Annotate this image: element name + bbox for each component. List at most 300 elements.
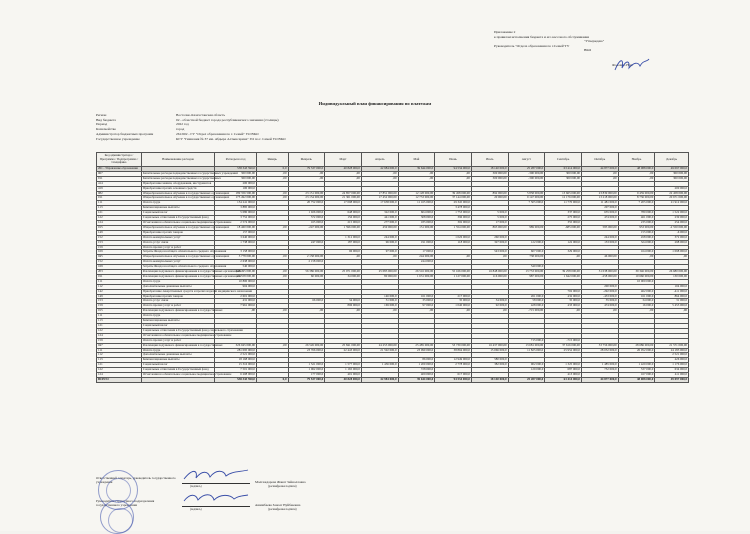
value-cell: -300 000,00 (508, 171, 545, 176)
code-cell: 159 (97, 304, 142, 309)
value-cell: ,00 (361, 255, 398, 260)
code-cell: ВСЕГО (97, 377, 142, 382)
value-cell: 326 945 000,00 (215, 343, 257, 348)
code-cell: 011 (97, 176, 142, 181)
value-cell: 175 492 000,00 (215, 196, 257, 201)
value-cell: 461 000,0 (618, 216, 655, 221)
value-cell: 5 858 000,00 (508, 191, 545, 196)
value-cell: 5 000,0 (471, 211, 508, 216)
value-cell: 863 000,00 (471, 225, 508, 230)
value-cell: 474 000,0 (581, 216, 618, 221)
value-cell: 3 158 000,0 (215, 250, 257, 255)
value-cell: 607 000,0 (508, 250, 545, 255)
value-cell: 48 088 000,0 (618, 167, 655, 172)
value-cell: ,00 (256, 270, 288, 275)
value-cell: 235 000,0 (618, 220, 655, 225)
value-cell: 1 127 000,00 (435, 274, 472, 279)
value-cell: 411 000,0 (655, 373, 689, 378)
value-cell: 13 665 000,00 (545, 191, 582, 196)
name-cell: Приобретение прочих товаров (141, 294, 214, 299)
value-cell: 100 000,0 (215, 186, 257, 191)
value-cell: 308 000,0 (398, 216, 435, 221)
value-cell: 2 601 000,0 (215, 294, 257, 299)
value-cell: ,00 (325, 309, 362, 314)
value-cell: 1 312 000,0 (325, 235, 362, 240)
value-cell: 12 176 000,00 (545, 196, 582, 201)
value-cell: ,00 (256, 255, 288, 260)
value-cell: 34 000,00 (325, 274, 362, 279)
value-cell: 3 478 000,0 (435, 206, 472, 211)
column-header: Февраль (288, 153, 325, 167)
code-cell: 149 (97, 294, 142, 299)
code-cell: 113 (97, 206, 142, 211)
value-cell: 25 841 000,00 (325, 343, 362, 348)
value-cell: 9 147 000,00 (508, 196, 545, 201)
value-cell: 1 436 000,0 (361, 363, 398, 368)
value-cell: 281 095 000,0 (215, 348, 257, 353)
value-cell: -258 000,00 (581, 274, 618, 279)
value-cell: 23 766 000,0 (288, 348, 325, 353)
column-header: Код администратора / Программа / Подпрограмма / Специфика (97, 153, 142, 167)
meta-row: Регион Восточно-Казахстанская область (96, 113, 226, 117)
value-cell: 12 949 000,0 (435, 358, 472, 363)
code-cell: 011 (97, 274, 142, 279)
value-cell: 22 443 000,0 (325, 348, 362, 353)
value-cell: 28 052 000,0 (581, 348, 618, 353)
code-cell: 261 - Управление образования (97, 167, 142, 172)
value-cell: 146 000,0 (361, 294, 398, 299)
value-cell: 474 000,0 (581, 304, 618, 309)
value-cell: 200 000,0 (215, 181, 257, 186)
value-cell: 17 452 000,00 (361, 196, 398, 201)
value-cell: 13 753 000,00 (508, 270, 545, 275)
name-cell: Затраты Фонда всеобщего обязательного среднего образования (142, 249, 227, 254)
value-cell: ,00 (655, 255, 689, 260)
signature-block: Ответственный секретарь, руководитель государственного учреждения Малгаждарова Жанат Зейнолловна (подпись) (расшифровка подписи) Руководитель структурного подразделения государственного учреждения Ашимбаева Заноат Нуйбековна (подпись) (расшифровка подписи) (96, 473, 496, 511)
value-cell: 177 000,0 (288, 373, 325, 378)
code-cell: 015 (97, 225, 142, 230)
approval-line: Фоломко Н.А. (612, 62, 634, 67)
value-cell: 0,0 (256, 377, 288, 382)
value-cell: 24 183 000,0 (655, 348, 689, 353)
value-cell: 540 000,0 (215, 265, 257, 270)
approval-line: "Утверждаю" (584, 39, 605, 44)
value-cell: 752 000,0 (581, 368, 618, 373)
value-cell: 34 000,0 (325, 299, 362, 304)
value-cell: 537 000,0 (618, 368, 655, 373)
name-cell: Отчисления на обязательное социальное медицинское страхование (142, 372, 232, 377)
value-cell: 441 000,0 (361, 216, 398, 221)
name-cell: Общеобразовательное обучение в государственных организациях (142, 224, 230, 229)
value-cell: 44 877 000,0 (581, 377, 618, 382)
value-cell: ,00 (361, 309, 398, 314)
code-cell: 113 (97, 319, 142, 324)
value-cell: 151 000,00 (398, 225, 435, 230)
value-cell: 21 912 000,0 (655, 201, 689, 206)
value-cell: 79 537 000,0 (288, 377, 325, 382)
value-cell: 25 083 000,00 (361, 270, 398, 275)
value-cell: 94 534 000,0 (435, 377, 472, 382)
value-cell: 23 839 000,00 (581, 191, 618, 196)
value-cell: ,00 (581, 309, 618, 314)
value-cell: 300 000,00 (545, 176, 582, 181)
approval-line: к правилам исполнения бюджета и его кассового обслуживания (494, 34, 590, 39)
code-cell: 153 (97, 240, 142, 245)
value-cell: 1 596 000,00 (325, 225, 362, 230)
value-cell: 702 000,0 (545, 289, 582, 294)
value-cell: 433 000,0 (545, 304, 582, 309)
value-cell: 48 088 000,0 (618, 377, 655, 382)
value-cell: 21 592 000,0 (361, 348, 398, 353)
value-cell: 617 000,0 (435, 373, 472, 378)
value-cell: 185 000,0 (398, 220, 435, 225)
name-cell: Оплата прочих услуг и работ (141, 245, 214, 250)
approval-line: Руководитель "Отдела образования по г.Семей"ГУ (494, 43, 570, 48)
value-cell: 9 459 000,00 (618, 191, 655, 196)
value-cell: 426 000,0 (655, 358, 689, 363)
code-cell: 153 (97, 299, 142, 304)
name-cell: Социальный налог (141, 363, 214, 368)
value-cell: ,00 (325, 171, 362, 176)
name-cell: Компенсационные выплаты (141, 358, 214, 363)
name-cell: Общеобразовательное обучение в государственных организациях (142, 190, 230, 195)
meta-row: Период 2022 год (96, 122, 189, 127)
value-cell: 20 671 000,00 (655, 196, 689, 201)
column-header: Май (398, 153, 435, 167)
value-cell: 215 000,0 (325, 220, 362, 225)
value-cell: 155 000,0 (618, 230, 655, 235)
value-cell: 25 287 000,0 (508, 167, 545, 172)
value-cell: -715 000,00 (508, 309, 545, 314)
value-cell: ,00 (545, 309, 582, 314)
code-cell: 113 (97, 358, 142, 363)
value-cell: 337 000,0 (545, 211, 582, 216)
value-cell: 2 521 000,0 (215, 353, 257, 358)
value-cell: -2 550 000,00 (655, 225, 689, 230)
code-cell: 067 (97, 171, 142, 176)
name-cell: Дополнительные денежные выплаты (141, 284, 214, 289)
value-cell: 244 000,0 (398, 260, 435, 265)
value-cell: 167 000,0 (618, 373, 655, 378)
value-cell: 538 343 590,0 (215, 377, 257, 382)
value-cell: 1 429 000,0 (618, 363, 655, 368)
value-cell: 104 000,0 (655, 284, 689, 289)
value-cell: 187 000,0 (325, 240, 362, 245)
value-cell: 18 140 000,0 (471, 377, 508, 382)
value-cell: 2 778 000,0 (435, 363, 472, 368)
value-cell: 1 040 000,0 (435, 304, 472, 309)
value-cell: 11 825 000,0 (508, 348, 545, 353)
value-cell: 953 000,00 (618, 225, 655, 230)
value-cell: 18 460 000,00 (215, 225, 257, 230)
value-cell: 191 000,0 (398, 240, 435, 245)
value-cell: 538 343 590,0 (215, 167, 257, 172)
value-cell: 382 000,0 (471, 363, 508, 368)
value-cell: 648 000,0 (325, 211, 362, 216)
value-cell: ,00 (256, 225, 288, 230)
value-cell: 96 000,0 (325, 250, 362, 255)
value-cell: 275 000,0 (545, 216, 582, 221)
value-cell: -300 000,00 (508, 176, 545, 181)
name-cell: Оплата прочих услуг и работ (141, 338, 214, 343)
value-cell: 42 984 000,0 (361, 167, 398, 172)
value-cell: 25 971 000,00 (325, 270, 362, 275)
value-cell: 989 000,00 (508, 225, 545, 230)
value-cell: 459 000,00 (361, 225, 398, 230)
value-cell: 462 000,0 (618, 289, 655, 294)
value-cell: 728 000,0 (398, 368, 435, 373)
name-cell: Дополнительные денежные выплаты (141, 353, 214, 358)
value-cell: 157 000,0 (215, 230, 257, 235)
value-cell: 189 356 590,00 (215, 191, 257, 196)
name-cell: Капитальные расходы подведомственных государственных (142, 175, 221, 180)
name-cell (141, 377, 214, 382)
value-cell: 37 144 000,00 (435, 196, 472, 201)
value-cell: 7 505 000,0 (508, 201, 545, 206)
value-cell: 38 894 000,0 (435, 348, 472, 353)
code-cell: 015 (97, 309, 142, 314)
code-cell: 152 (97, 235, 142, 240)
value-cell: 56 386 000,00 (288, 270, 325, 275)
value-cell: ,00 (256, 196, 288, 201)
code-cell: 111 (97, 314, 142, 319)
value-cell: 1 521 000,0 (288, 363, 325, 368)
value-cell: -715 000,0 (545, 338, 582, 343)
value-cell: 97 000,0 (361, 250, 398, 255)
value-cell: ,00 (618, 171, 655, 176)
value-cell: ,00 (655, 309, 689, 314)
value-cell: 53 739 000,00 (435, 343, 472, 348)
value-cell: 21 571 000,00 (655, 343, 689, 348)
value-cell: 2 638 000,0 (215, 260, 257, 265)
value-cell: 348 495 000,00 (215, 270, 257, 275)
value-cell: 428 000,0 (508, 304, 545, 309)
value-cell: 154 241 000,0 (215, 201, 257, 206)
code-cell: 414 (97, 181, 142, 186)
value-cell: 13 218 000,00 (581, 196, 618, 201)
value-cell: 322 000,0 (361, 211, 398, 216)
column-header: Апрель (361, 153, 398, 167)
value-cell: 15 066 000,0 (471, 348, 508, 353)
value-cell: 372 000,0 (655, 235, 689, 240)
value-cell: 3 778 000,00 (215, 255, 257, 260)
value-cell: 31 038 000,00 (581, 270, 618, 275)
value-cell: 1 098 000,0 (655, 250, 689, 255)
value-cell: 200 000,0 (581, 284, 618, 289)
name-cell: Социальные отчисления в Государственный фонд (141, 368, 214, 373)
value-cell: 634 000,0 (655, 368, 689, 373)
value-cell: 63 414 000,0 (545, 167, 582, 172)
value-cell: ,00 (471, 309, 508, 314)
value-cell: 55 166 000,00 (435, 270, 472, 275)
value-cell: 129 000,0 (508, 368, 545, 373)
value-cell: ,00 (435, 255, 472, 260)
name-cell: Общеобразовательное обучение в государственных организациях (142, 195, 230, 200)
value-cell: 26 680 000,00 (655, 270, 689, 275)
value-cell: 2 521 000,0 (655, 353, 689, 358)
signature-line (182, 496, 250, 507)
value-cell: ,00 (288, 171, 325, 176)
value-cell: 118 000,0 (435, 240, 472, 245)
value-cell: 5 453 000,0 (655, 304, 689, 309)
value-cell: 21 361 000,00 (325, 196, 362, 201)
value-cell: 12 753 000,00 (398, 196, 435, 201)
name-cell: Оплата прочих услуг и работ (141, 304, 214, 309)
column-header: Октябрь (581, 153, 618, 167)
value-cell: 29 345 000,0 (435, 201, 472, 206)
value-cell: 23 154 000,00 (288, 196, 325, 201)
value-cell: 583 000,00 (581, 225, 618, 230)
value-cell: 1 200 000,0 (398, 363, 435, 368)
value-cell: 987 000,00 (508, 274, 545, 279)
name-cell: Социальные отчисления в Государственный фонд (141, 216, 214, 221)
value-cell: ,00 (361, 171, 398, 176)
value-cell: 21 558 000,00 (215, 274, 257, 279)
value-cell: 7 961 000,0 (215, 304, 257, 309)
value-cell: 25 485 000,00 (398, 343, 435, 348)
code-cell: 112 (97, 353, 142, 358)
value-cell: ,00 (581, 176, 618, 181)
column-header: Январь (256, 153, 288, 167)
name-cell: Реализация подушевого финансирования в государственных (142, 342, 223, 347)
column-header: Март (325, 153, 362, 167)
value-cell: 161 000,0 (398, 294, 435, 299)
value-cell: 79 537 000,0 (288, 167, 325, 172)
value-cell: 572 000,0 (288, 216, 325, 221)
value-cell: 300 000,00 (471, 176, 508, 181)
column-header: Наименование расходов (141, 153, 214, 167)
value-cell: 169 000,0 (361, 304, 398, 309)
name-cell: Компенсационные выплаты (141, 319, 214, 324)
code-cell: 082 (97, 191, 142, 196)
value-cell: 302 000,0 (435, 220, 472, 225)
name-cell: Приобретение машин, оборудования, инструментов (141, 181, 214, 186)
value-cell: ,00 (325, 176, 362, 181)
value-cell: 300 000,00 (215, 176, 257, 181)
value-cell: 34 000,0 (471, 299, 508, 304)
value-cell: 355 000,0 (545, 220, 582, 225)
value-cell: 25 287 000,0 (508, 377, 545, 382)
value-cell: 200 000,0 (655, 186, 689, 191)
value-cell: 396 000,0 (435, 216, 472, 221)
value-cell: ,00 (325, 255, 362, 260)
code-cell: 047 (97, 343, 142, 348)
value-cell: 5 080 000,0 (215, 211, 257, 216)
value-cell: 60 000,00 (288, 274, 325, 279)
value-cell: ,00 (545, 255, 582, 260)
value-cell: 904 000,0 (215, 284, 257, 289)
name-cell: Приобретение лекарственных средств и прочих изделий медицинского назначения (142, 288, 252, 293)
name-cell: Оплата труда (141, 279, 214, 284)
value-cell: 1 165 000,0 (325, 368, 362, 373)
approval-line: Приложение 2 (494, 30, 516, 34)
code-cell: 169 (97, 265, 142, 270)
value-cell: 23 151 000,00 (288, 191, 325, 196)
value-cell: 42 984 000,0 (361, 377, 398, 382)
value-cell: ,00 (256, 274, 288, 279)
value-cell: 86 000,0 (398, 358, 435, 363)
value-cell: ,00 (398, 309, 435, 314)
value-cell: 12 128 000,00 (398, 191, 435, 196)
value-cell: 130 000,00 (655, 274, 689, 279)
value-cell: 16 437 000,00 (471, 343, 508, 348)
name-cell: Приобретение прочих товаров (141, 230, 214, 235)
value-cell: 17 000,0 (398, 250, 435, 255)
code-cell: 111 (97, 279, 142, 284)
value-cell: 1 753 000,0 (435, 211, 472, 216)
code-cell: 111 (97, 201, 142, 206)
value-cell: 31 000,0 (655, 299, 689, 304)
value-cell: 16 000,0 (618, 304, 655, 309)
name-cell: Отчисления на обязательное социальное медицинское страхование (142, 219, 232, 224)
value-cell: 39 258 000,00 (545, 270, 582, 275)
value-cell: 23 090 000,0 (398, 348, 435, 353)
code-cell: 121 (97, 324, 142, 329)
value-cell: 58 000,0 (508, 299, 545, 304)
value-cell: -6 000,0 (655, 230, 689, 235)
value-cell: 298 000,0 (655, 240, 689, 245)
value-cell: 543 000,0 (471, 250, 508, 255)
name-cell: Капитальные расходы подведомственных государственных учреждений (142, 170, 238, 175)
code-cell: 203 (97, 270, 142, 275)
value-cell: 153 000,0 (581, 240, 618, 245)
value-cell: 7 501 000,0 (215, 368, 257, 373)
column-header: Июнь (435, 153, 472, 167)
value-cell: 1 554 000,00 (435, 225, 472, 230)
value-cell: ,00 (256, 191, 288, 196)
value-cell: 116 000,00 (471, 274, 508, 279)
signature-row: Руководитель структурного подразделения государственного учреждения Ашимбаева Заноат Нуйбековна (96, 496, 496, 507)
name-cell: Приобретение прочих основных средств (141, 186, 214, 191)
value-cell: 300 000,00 (655, 171, 689, 176)
value-cell: 17 098 000,0 (325, 201, 362, 206)
table-row (97, 377, 689, 382)
value-cell: 35 000,0 (545, 299, 582, 304)
value-cell: 156 000,0 (325, 216, 362, 221)
code-cell: 122 (97, 216, 142, 221)
code-cell: 142 (97, 289, 142, 294)
value-cell: 31 000,0 (361, 299, 398, 304)
value-cell: 217 000,0 (435, 294, 472, 299)
value-cell: 33 756 000,00 (581, 343, 618, 348)
value-cell: 260 000,0 (471, 235, 508, 240)
value-cell: 6 208 000,0 (215, 373, 257, 378)
value-cell: 164 000,0 (618, 250, 655, 255)
value-cell: 715 000,0 (508, 338, 545, 343)
value-cell: 46 000,00 (581, 255, 618, 260)
name-cell: Оплата труда (141, 348, 214, 353)
name-cell: Оплата труда (141, 201, 214, 206)
value-cell: 16 848 000,00 (471, 270, 508, 275)
value-cell: 540 000,0 (508, 265, 545, 270)
value-cell: 63 414 000,0 (545, 377, 582, 382)
name-cell: Оплата коммунальных услуг (141, 235, 214, 240)
value-cell: 300 000,00 (655, 176, 689, 181)
value-cell: 1 026 000,0 (435, 235, 472, 240)
code-cell: 159 (97, 338, 142, 343)
value-cell: 66 000,0 (288, 299, 325, 304)
code-cell: 152 (97, 260, 142, 265)
value-cell: 738 000,00 (508, 255, 545, 260)
value-cell: 1 738 000,0 (215, 240, 257, 245)
value-cell: 26 052 000,0 (618, 348, 655, 353)
value-cell: ,00 (215, 309, 257, 314)
code-cell: 124 (97, 333, 142, 338)
name-cell: Реализация подушевого финансирования в государственных организациях (142, 273, 242, 278)
value-cell: 580 000,0 (471, 358, 508, 363)
meta-row: Государственное учреждение КГУ "Гимназия № 37 им. Абдыра Алтынсарина" ГО по г. Семей УО ВКО (96, 136, 286, 141)
value-cell: 39 346 000,00 (618, 270, 655, 275)
